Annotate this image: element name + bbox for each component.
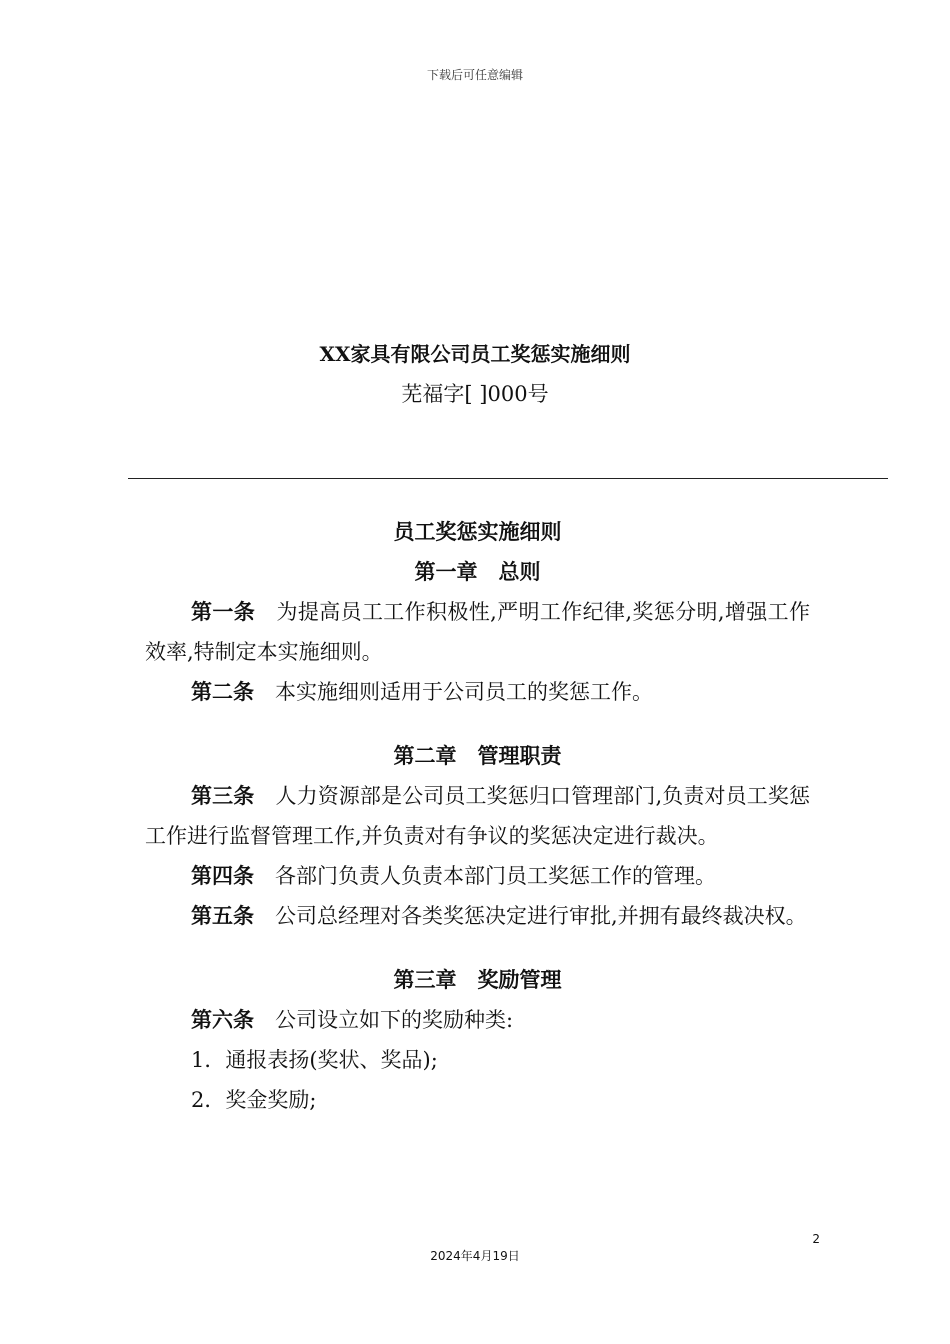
footer-date: 2024年4月19日 (430, 1249, 520, 1263)
article-label: 第五条 (191, 904, 254, 928)
article-text: 人力资源部是公司员工奖惩归口管理部门,负责对员工奖惩工作进行监督管理工作,并负责对有争议的奖惩决定进行裁决。 (145, 784, 810, 848)
article-label: 第三条 (191, 784, 255, 808)
article-label: 第二条 (191, 680, 254, 704)
chapter-heading: 第一章 总则 (414, 559, 541, 584)
header-note: 下载后可任意编辑 (426, 68, 523, 82)
chapter-heading: 第三章 奖励管理 (393, 967, 562, 992)
article-text: 各部门负责人负责本部门员工奖惩工作的管理。 (275, 864, 716, 888)
list-item: 1．通报表扬(奖状、奖品); (191, 1048, 438, 1072)
spacer (145, 936, 810, 960)
document-body (145, 512, 810, 1120)
article-label: 第一条 (191, 600, 256, 624)
article-text: 为提高员工工作积极性,严明工作纪律,奖惩分明,增强工作效率,特制定本实施细则。 (145, 600, 811, 664)
article (145, 672, 810, 712)
article (145, 776, 810, 856)
page-number: 2 (812, 1232, 820, 1246)
article (145, 592, 810, 672)
list-item: 2．奖金奖励; (191, 1088, 317, 1112)
article-text: 公司总经理对各类奖惩决定进行审批,并拥有最终裁决权。 (275, 904, 807, 928)
chapter-heading: 第二章 管理职责 (393, 743, 562, 768)
document-number: 芜福字[ ]000号 (401, 382, 549, 406)
article-label: 第六条 (191, 1008, 254, 1032)
article-label: 第四条 (191, 864, 254, 888)
divider-line (128, 478, 888, 479)
article (145, 856, 810, 896)
section-title: 员工奖惩实施细则 (393, 519, 562, 544)
article-text: 公司设立如下的奖励种类: (275, 1008, 514, 1032)
article (145, 1000, 810, 1040)
spacer (145, 712, 810, 736)
document-title: XX家具有限公司员工奖惩实施细则 (319, 342, 631, 366)
article (145, 896, 810, 936)
article-text: 本实施细则适用于公司员工的奖惩工作。 (275, 680, 653, 704)
